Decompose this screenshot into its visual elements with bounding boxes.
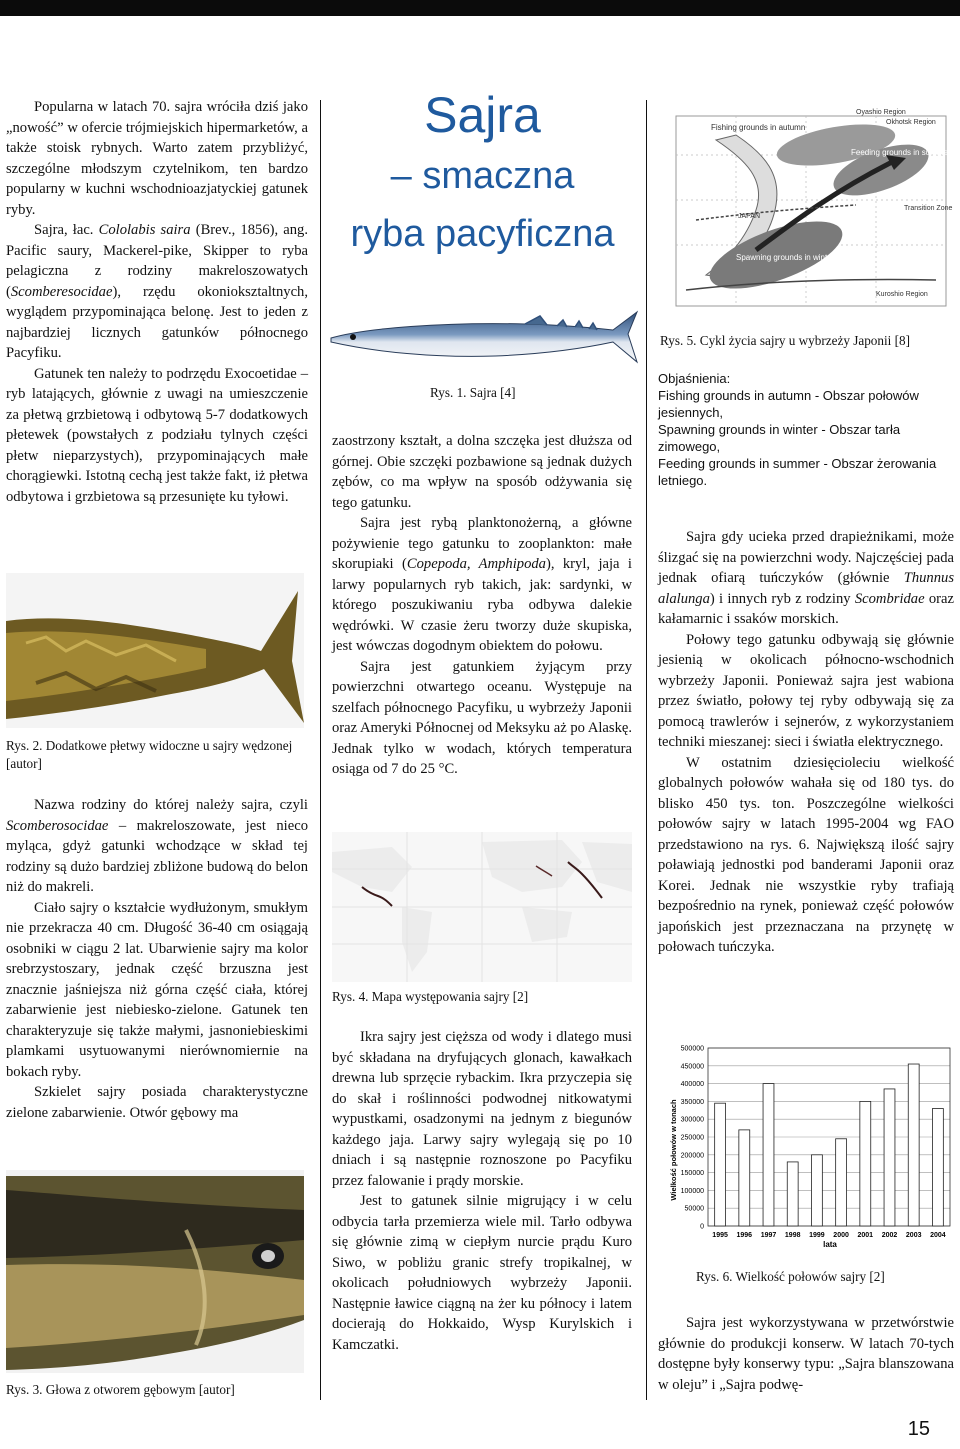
- chart-bar-2004: [932, 1109, 943, 1226]
- map-label: Oyashio Region: [856, 109, 906, 116]
- header-bar: [0, 0, 960, 16]
- chart-y-tick-label: 300000: [680, 1116, 704, 1124]
- figure-1-caption: Rys. 1. Sajra [4]: [430, 385, 516, 400]
- chart-y-tick-label: 0: [700, 1223, 704, 1231]
- chart-y-tick-label: 500000: [680, 1045, 704, 1053]
- chart-bar-1998: [787, 1162, 798, 1226]
- chart-bar-1995: [715, 1103, 726, 1226]
- article-subtitle-line-2: ryba pacyficzna: [350, 213, 615, 255]
- catch-volume-chart-svg: [660, 1040, 955, 1255]
- figure-2-caption: Rys. 2. Dodatkowe płetwy widoczne u sajry wędzonej [autor]: [6, 738, 293, 771]
- chart-bar-2002: [884, 1089, 895, 1226]
- paragraph: Szkielet sajry posiada charakterystyczne zielone zabarwienie. Otwór gębowy ma: [6, 1084, 308, 1121]
- subtitle-word: smaczna: [422, 155, 575, 197]
- article-subtitle-line-1: [330, 152, 635, 200]
- middle-column-text-bottom: [332, 1027, 632, 1355]
- catch-volume-chart: [660, 1040, 955, 1255]
- chart-x-tick-label: 1995: [712, 1232, 728, 1239]
- fish-head-photo: [6, 1170, 304, 1373]
- paragraph: Jest to gatunek silnie migrujący i w celu odbycia tarła przemierza wiele mil. Tarło odbywa się głównie zimą w ciepłym nurcie prądu Kuro Siwo, w pobliżu granic strefy tropikalnej, w okolicach południowych wybrzeży Japonii. Następnie ławice ciągną na żer ku północy i latem docierają do Hokkaido, Wysp Kurylskich i Kamczatki.: [332, 1193, 632, 1353]
- article-title: Sajra: [424, 87, 541, 143]
- subtitle-dash: –: [390, 155, 412, 197]
- life-cycle-map-image: [656, 100, 954, 325]
- paragraph: Ikra sajry jest cięższa od wody i dlatego musi być składana na dryfujących glonach, kawałkach drewna lub sprzęcie rybackim. Ikra przyczepia się do skał i roślinności podwodnej nitkowatymi wypustkami, osadzonymi na jednym z biegunów każdego jaja. Larwy sajry wylegają się po 10 dniach i są następnie roznoszone po Pacyfiku przez falowanie i prądy morskie.: [332, 1029, 632, 1189]
- chart-y-tick-label: 250000: [680, 1134, 704, 1142]
- map-label: JAPAN: [738, 213, 761, 220]
- paragraph: Ciało sajry o kształcie wydłużonym, smukłym nie przekracza 40 cm. Długość 36-40 cm osiągają osobniki w ciągu 2 lat. Ubarwienie sajry ma kolor srebrzystoszary, jednak część brzuszna jest znacznie jaśniejsza niż górna część ciała, której zabarwienie jest niebiesko-zielone. Gatunek ten charakteryzuje się także małymi, jasnoniebieskimi plamkami usytuowanymi nierównomiernie na bokach ryby.: [6, 899, 308, 1080]
- fish-head-image: [6, 1170, 304, 1373]
- map-label: Transition Zone: [904, 205, 953, 212]
- chart-y-tick-label: 150000: [680, 1170, 704, 1178]
- chart-x-tick-label: 2002: [881, 1232, 898, 1239]
- chart-y-tick-label: 100000: [680, 1187, 704, 1195]
- distribution-map-image: [332, 832, 632, 982]
- paragraph: Nazwa rodziny do której należy sajra, czyli Scomberosocidae – makreloszowate, jest nieco myląca, gdyż gatunki wchodzące w skład tej rodziny są dużo bardziej zbliżone budową do belon niż do makreli.: [6, 797, 308, 895]
- column-divider-left: [320, 100, 321, 1400]
- chart-y-tick-labels: [681, 1046, 704, 1231]
- chart-x-tick-labels: [712, 1232, 945, 1239]
- paragraph: Sajra, łac. Cololabis saira (Brev., 1856), ang. Pacific saury, Mackerel-pike, Skipper to ryba pelagiczna z rodziny makreloszowatych (Scomberesocidae), rzędu okonioksztaltnych, wyglądem przypominająca belonę. Jest to jeden z najbardziej licznych gatunków północnego Pacyfiku.: [6, 222, 309, 361]
- paragraph: Gatunek ten należy to podrzędu Exocoetidae – ryb latających, głównie z uwagi na umieszczenie za płetwą grzbietową i odbytową 5-7 dodatkowych płetewek (powstałych z podziału tylnych części płetw nieparzystych), przypominających małe chorągiewki. Istotną cechą jest także fakt, iż płetwa odbytowa i grzbietowa są przesunięte ku tyłowi.: [6, 365, 308, 505]
- chart-x-tick-label: 2003: [905, 1232, 922, 1239]
- paragraph: Połowy tego gatunku odbywają się głównie jesienią w okolicach północno-wschodnich wybrzeży Japonii. Ponieważ sajra jest wabiona przez światło, połowy tej ryby odbywają się za pomocą trawlerów i sejnerów, z wykorzystaniem techniki mieszanej: sieci i światła elektrycznego.: [658, 631, 954, 750]
- chart-bar-1999: [811, 1155, 822, 1226]
- chart-x-tick-label: 1997: [760, 1232, 777, 1239]
- chart-x-tick-label: 2000: [833, 1232, 849, 1239]
- right-column-text-top: [658, 527, 954, 958]
- chart-y-tick-label: 400000: [680, 1081, 704, 1089]
- smoked-fish-fins-image: [6, 573, 304, 728]
- paragraph: Sajra jest wykorzystywana w przetwórstwie głównie do produkcji konserw. W latach 70-tych dostępne były konserwy typu: „Sajra blanszowana w oleju” i „Sajra podwę-: [658, 1315, 954, 1393]
- chart-x-tick-label: 2004: [930, 1232, 946, 1239]
- chart-x-tick-label: 1998: [784, 1232, 801, 1239]
- middle-column-text-top: [332, 431, 632, 780]
- saury-fish-illustration: [325, 300, 640, 380]
- chart-y-axis-label: Wielkość połowów w tonach: [669, 1099, 678, 1201]
- chart-x-tick-label: 1996: [736, 1232, 753, 1239]
- life-cycle-map: [656, 100, 954, 325]
- map-label: Okhotsk Region: [886, 119, 936, 126]
- chart-bar-2001: [860, 1101, 871, 1226]
- paragraph: W ostatnim dziesięcioleciu wielkość globalnych połowów wahała się od 180 tys. do blisko 450 tys. ton. Poszczególne wielkości połowów sajry w latach 1995-2004 wg FAO przedstawiono na rys. 6. Największą ilość sajry poławiają jednostki pod banderami Japonii oraz Korei. Jednak nie wszystkie ryby trafiają bezpośrednio na rynek, ponieważ część połowów japońskich jest przeznaczana na przynętę w połowach tuńczyka.: [658, 754, 954, 955]
- chart-y-tick-label: 50000: [684, 1205, 704, 1213]
- paragraph: Sajra jest rybą planktonożerną, a główne pożywienie tego gatunku to zooplankton: małe skorupiaki (Copepoda, Amphipoda), kryl, jaja i larwy popularnych ryb takich, jak: sardynki, w którego poszukiwaniu ryba odbywa dalekie wędrówki. W czasie żeru tworzy duże skupiska, jest wówczas dogodnym obiektem do połowu.: [332, 515, 632, 654]
- right-column-text-bottom: [658, 1313, 954, 1395]
- left-column-text-bottom: [6, 795, 308, 1123]
- chart-y-tick-label: 450000: [680, 1063, 704, 1071]
- chart-x-tick-label: 1999: [809, 1232, 825, 1239]
- paragraph: Popularna w latach 70. sajra wróciła dziś jako „nowość” w ofercie trójmiejskich hipermarketów, a także stoisk rybnych. Warto zatem przybliżyć, szczególne młodszym czytelnikom, ten bardzo popularny w kuchni wschodnioazjatyckiej gatunek ryby.: [6, 99, 308, 218]
- chart-y-tick-label: 200000: [680, 1152, 704, 1160]
- chart-x-axis-label: lata: [823, 1240, 837, 1249]
- map-label: Spawning grounds in winter: [736, 253, 835, 262]
- chart-bar-1996: [739, 1130, 750, 1226]
- paragraph: zaostrzony kształt, a dolna szczęka jest dłuższa od górnej. Obie szczęki pozbawione są jednak dużych zębów, co ma wpływ na sposób odżywania się tego gatunku.: [332, 433, 632, 511]
- map-label: Feeding grounds in summer: [851, 148, 951, 157]
- paragraph: Sajra gdy ucieka przed drapieżnikami, może ślizgać się na powierzchni wody. Najczęściej pada jednak ofiarą tuńczyków (głównie Thunnus alalunga) i innych ryb z rodziny Scombridae oraz kałamarnic i ssaków morskich.: [658, 529, 954, 627]
- figure-5-caption: Rys. 5. Cykl życia sajry u wybrzeży Japonii [8]: [660, 333, 910, 348]
- distribution-map: [332, 832, 632, 982]
- chart-y-tick-label: 350000: [680, 1098, 704, 1106]
- map-legend: Objaśnienia: Fishing grounds in autumn - Obszar połowów jesiennych, Spawning grounds in winter - Obszar tarła zimowego, Feeding grounds in summer - Obszar żerowania letniego.: [658, 371, 937, 488]
- figure-6-caption: Rys. 6. Wielkość połowów sajry [2]: [696, 1269, 885, 1284]
- figure-3-caption: Rys. 3. Głowa z otworem gębowym [autor]: [6, 1382, 235, 1397]
- left-column-text-top: [6, 97, 308, 507]
- map-label: Fishing grounds in autumn: [711, 123, 806, 132]
- chart-bars: [715, 1064, 944, 1226]
- chart-bar-1997: [763, 1084, 774, 1226]
- chart-x-tick-label: 2001: [857, 1232, 874, 1239]
- column-divider-right: [646, 100, 647, 1400]
- figure-4-caption: Rys. 4. Mapa występowania sajry [2]: [332, 989, 529, 1004]
- page-number: 15: [907, 1418, 930, 1440]
- paragraph: Sajra jest gatunkiem żyjącym przy powierzchni otwartego oceanu. Występuje na szelfach północnego Pacyfiku, u wybrzeży Japonii oraz Ameryki Północnej od Meksyku aż po Alaskę. Jednak tylko w wodach, których temperatura osiąga od 7 do 25 °C.: [332, 658, 632, 777]
- map-label: Kuroshio Region: [876, 291, 928, 298]
- chart-bar-2003: [908, 1064, 919, 1226]
- saury-fish-image: [325, 300, 640, 380]
- smoked-fish-fins-photo: [6, 573, 304, 728]
- chart-bar-2000: [836, 1139, 847, 1226]
